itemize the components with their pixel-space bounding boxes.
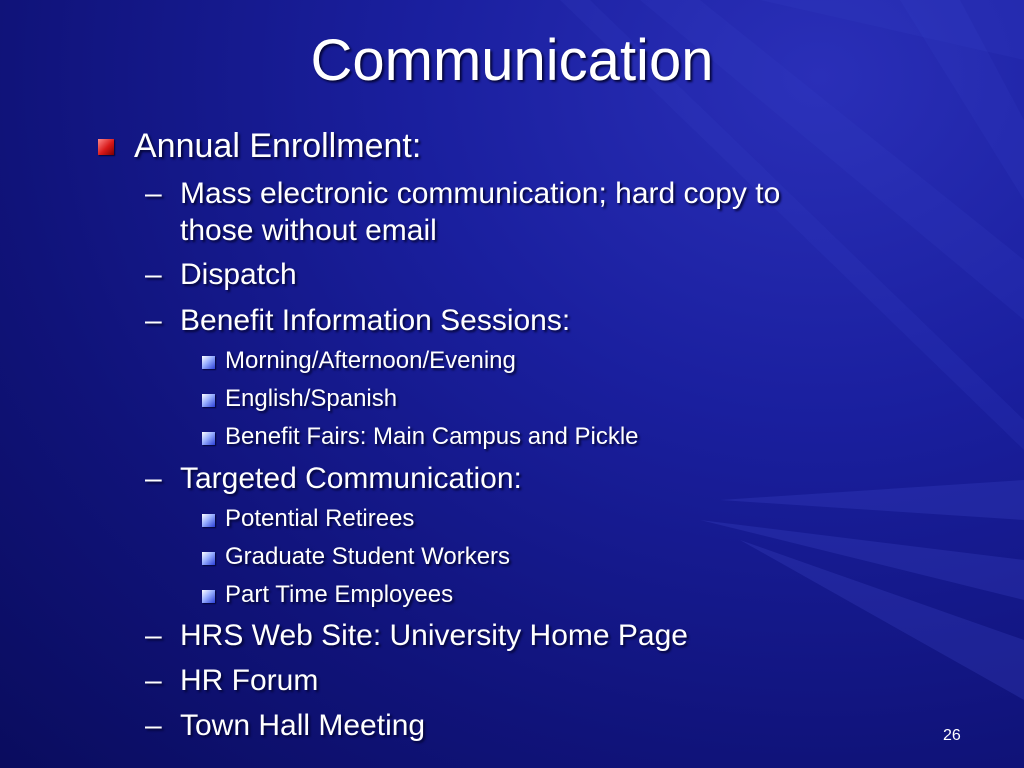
dash-bullet-icon: – bbox=[145, 619, 162, 652]
red-square-bullet-icon bbox=[98, 139, 114, 155]
blue-square-bullet-icon bbox=[202, 552, 215, 565]
subitem-english-spanish: English/Spanish bbox=[225, 385, 398, 412]
item-dispatch: Dispatch bbox=[180, 258, 297, 291]
dash-bullet-icon: – bbox=[145, 177, 162, 210]
dash-bullet-icon: – bbox=[145, 462, 162, 495]
subitem-potential-retirees: Potential Retirees bbox=[225, 505, 415, 532]
blue-square-bullet-icon bbox=[202, 514, 215, 527]
blue-square-bullet-icon bbox=[202, 394, 215, 407]
dash-bullet-icon: – bbox=[145, 304, 162, 337]
subitem-morning-afternoon-evening: Morning/Afternoon/Evening bbox=[225, 347, 516, 374]
blue-square-bullet-icon bbox=[202, 432, 215, 445]
item-targeted-communication: Targeted Communication: bbox=[180, 462, 522, 495]
blue-square-bullet-icon bbox=[202, 590, 215, 603]
item-town-hall-meeting: Town Hall Meeting bbox=[180, 709, 426, 742]
item-hr-forum: HR Forum bbox=[180, 664, 319, 697]
bullet-annual-enrollment: Annual Enrollment: bbox=[134, 127, 422, 165]
dash-bullet-icon: – bbox=[145, 709, 162, 742]
item-hrs-web-site: HRS Web Site: University Home Page bbox=[180, 619, 688, 652]
subitem-benefit-fairs: Benefit Fairs: Main Campus and Pickle bbox=[225, 423, 639, 450]
dash-bullet-icon: – bbox=[145, 258, 162, 291]
subitem-graduate-student-workers: Graduate Student Workers bbox=[225, 543, 511, 570]
slide-title: Communication bbox=[310, 28, 714, 93]
subitem-part-time-employees: Part Time Employees bbox=[225, 581, 454, 608]
item-mass-communication-line1: Mass electronic communication; hard copy to bbox=[180, 177, 781, 210]
item-mass-communication-line2: those without email bbox=[180, 214, 437, 247]
item-benefit-sessions: Benefit Information Sessions: bbox=[180, 304, 571, 337]
dash-bullet-icon: – bbox=[145, 664, 162, 697]
blue-square-bullet-icon bbox=[202, 356, 215, 369]
page-number: 26 bbox=[943, 727, 961, 744]
